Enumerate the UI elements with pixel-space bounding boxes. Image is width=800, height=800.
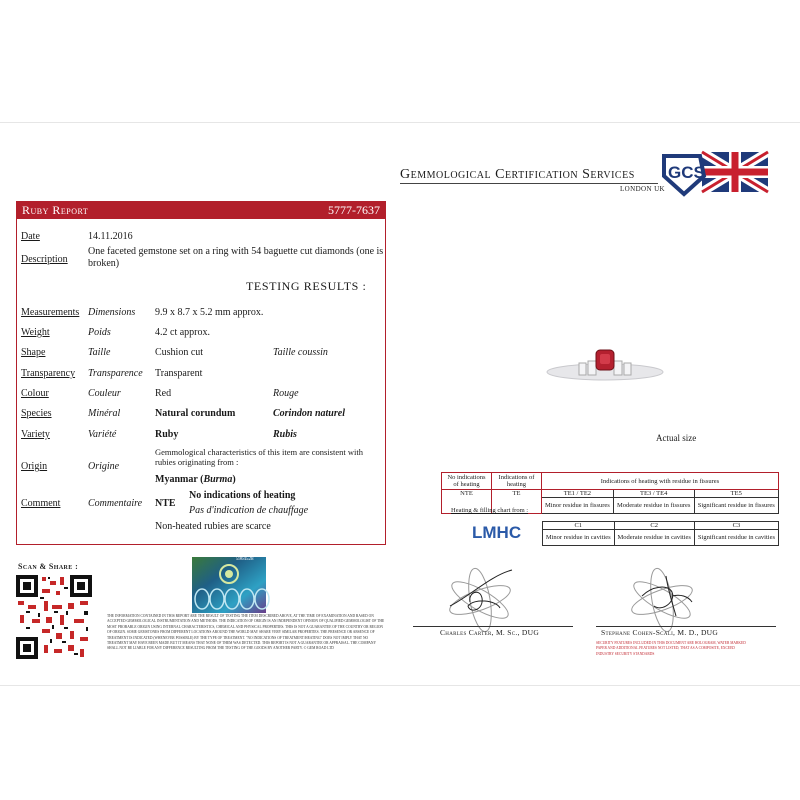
ht-code: TE3 / TE4: [613, 490, 694, 498]
comment-extra: Non-heated rubies are scarce: [155, 521, 271, 532]
testing-results-title: TESTING RESULTS :: [246, 279, 367, 293]
signature-name-2: Stephane Cohen-Scali, M. D., DUG: [601, 628, 719, 637]
security-note: SECURITY FEATURES INCLUDED IN THIS DOCUMENT ARE HOLOGRAM, WATER MARKED PAPER AND ADDITIONAL FEATURES NOT LISTED, THAT AS A COMPOSITE, EXCEED INDUSTRY SECURITY STANDARDS: [596, 641, 746, 656]
row-label-fr: Transparence: [88, 368, 143, 379]
ht-desc: Minor residue in fissures: [542, 498, 614, 514]
row-value: 9.9 x 8.7 x 5.2 mm approx.: [155, 307, 264, 318]
ht-code: TE5: [694, 490, 778, 498]
description-label: Description: [21, 254, 68, 265]
row-value-fr: Taille coussin: [273, 347, 328, 358]
company-location: LONDON UK: [620, 185, 666, 193]
scan-share-label: Scan & Share :: [18, 562, 79, 571]
report-title: Ruby Report: [22, 203, 89, 217]
company-name: Gemmological Certification Services: [400, 167, 635, 182]
row-label: Weight: [21, 327, 50, 338]
ht-code: NTE: [442, 490, 492, 514]
gcs-logo: [660, 150, 770, 196]
report-title-bar: [16, 201, 386, 219]
row-label-fr: Taille: [88, 347, 111, 358]
ht-desc: Significant residue in fissures: [694, 498, 778, 514]
comment-code: NTE: [155, 498, 176, 509]
row-label: Colour: [21, 388, 49, 399]
qr-code[interactable]: [16, 575, 92, 659]
origin-value-line: Myanmar (Burma): [155, 474, 236, 485]
row-value: Ruby: [155, 429, 179, 440]
hologram-number: 5964528: [236, 557, 254, 562]
row-label-fr: Couleur: [88, 388, 121, 399]
description-value: One faceted gemstone set on a ring with 54 baguette cut diamonds (one is broken): [88, 246, 384, 269]
origin-value-paren: Burma: [203, 474, 233, 485]
header-divider: [400, 183, 658, 184]
origin-value: Myanmar: [155, 474, 198, 485]
row-label: Measurements: [21, 307, 80, 318]
ht-code: TE1 / TE2: [542, 490, 614, 498]
ring-photo: [540, 340, 670, 390]
ct-desc: Minor residue in cavities: [543, 530, 615, 546]
row-label-fr: Variété: [88, 429, 117, 440]
ht-header-te: Indications of heating: [492, 473, 542, 490]
ht-code: TE: [492, 490, 542, 514]
ct-code: C1: [543, 522, 615, 530]
comment-fr: Pas d'indication de chauffage: [189, 505, 309, 516]
date-label: Date: [21, 231, 40, 242]
signature-line-1: [413, 626, 573, 627]
origin-label-fr: Origine: [88, 461, 120, 472]
signature-cohen-scali: [622, 566, 702, 624]
ct-desc: Significant residue in cavities: [694, 530, 778, 546]
date-value: 14.11.2016: [88, 231, 133, 242]
row-value: Natural corundum: [155, 408, 236, 419]
row-label: Variety: [21, 429, 50, 440]
ct-code: C2: [614, 522, 694, 530]
report-number: 5777-7637: [328, 203, 380, 217]
row-value: Red: [155, 388, 172, 399]
row-label: Species: [21, 408, 52, 419]
cavity-table: [542, 521, 779, 546]
comment-en: No indications of heating: [189, 490, 296, 501]
row-label-fr: Minéral: [88, 408, 121, 419]
ht-header-nte: No indications of heating: [442, 473, 492, 490]
ct-code: C3: [694, 522, 778, 530]
origin-label: Origin: [21, 461, 48, 472]
row-label: Transparency: [21, 368, 76, 379]
comment-label-fr: Commentaire: [88, 498, 143, 509]
row-label-fr: Poids: [88, 327, 111, 338]
disclaimer-text: THE INFORMATION CONTAINED IN THIS REPORT ARE THE RESULT OF TESTING THE ITEM DESCRIBED ABOVE, AT THE TIME OF EXAMINATION AND BASED ON ACCEPTED GEMMOLOGICAL INSTRUMENTATION AND METHODS. THE INDICATION OF ORIGIN IS AN INDEPENDENT OPINION OF QUALIFIED GEMMOLOGIST OF THE MOST PROBABLE ORIGIN USING INTERNAL CHARACTERISTICS, CHEMICAL AND PHYSICAL PROPERTIES. THIS IS NOT A GUARANTEE OF THE COUNTRY OR REGION OF ORIGIN. SOME GEMSTONES FROM DIFFERENT LOCATIONS AROUND THE WORLD MAY SHARE VERY SIMILAR PROPERTIES. THE PRESENCE OR ABSENCE OF TREATMENT IS INDICATED (WHENEVER POSSIBLE) BY THE TYPE OF TREATMENT. "NO INDICATIONS OF TREATMENT/HEATING" DOES NOT IMPLY THAT NO TREATMENT MAY HAVE BEEN MADE BUT IT MEANS THAT NONE OF THEM WAS DETECTED. THIS REPORT IS NOT A GUARANTEE OR APPRAISAL. THE COMPANY SHALL NOT BE LIABLE FOR ANY DIFFERENCE RESULTING FROM THE TESTING OF THE GOODS BY ANOTHER PARTY. © GEM ROAD LTD: [107, 614, 385, 651]
row-value: Cushion cut: [155, 347, 204, 358]
comment-label: Comment: [21, 498, 61, 509]
logo-text: GCS: [668, 163, 705, 182]
lmhc-logo: [472, 519, 522, 543]
origin-text: Gemmological characteristics of this item are consistent with rubies originating from :: [155, 447, 363, 467]
image-caption: Actual size: [656, 433, 697, 443]
signature-line-2: [596, 626, 776, 627]
chart-label: Heating & filling chart from :: [451, 507, 529, 514]
lmhc-logo-text: LMHC: [472, 523, 522, 542]
row-value-fr: Corindon naturel: [273, 408, 345, 419]
row-value-fr: Rubis: [273, 429, 297, 440]
row-value: Transparent: [155, 368, 203, 379]
row-label: Shape: [21, 347, 46, 358]
row-value: 4.2 ct approx.: [155, 327, 210, 338]
signature-name-1: Charles Carter, M. Sc., DUG: [440, 628, 540, 637]
ht-header-residue: Indications of heating with residue in fissures: [542, 473, 779, 490]
ht-desc: Moderate residue in fissures: [613, 498, 694, 514]
row-label-fr: Dimensions: [88, 307, 136, 318]
hologram: [192, 557, 266, 613]
row-value-fr: Rouge: [273, 388, 299, 399]
signature-carter: [440, 566, 520, 624]
ct-desc: Moderate residue in cavities: [614, 530, 694, 546]
